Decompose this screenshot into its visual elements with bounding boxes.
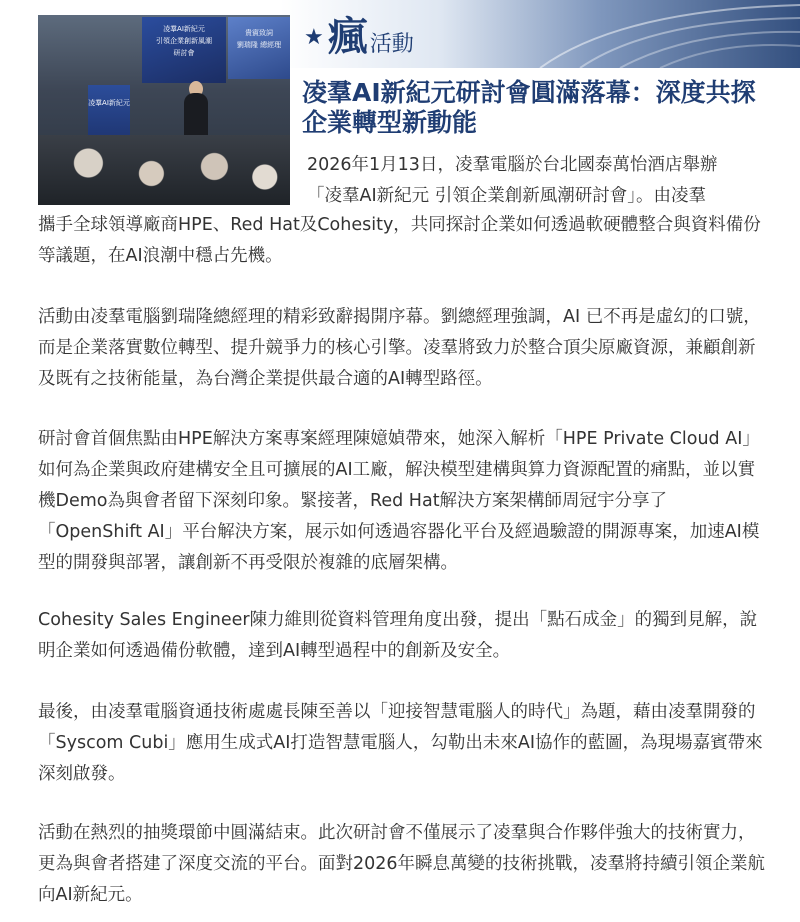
section-tag-big: 瘋 — [327, 14, 368, 60]
section-tag-small: 活動 — [369, 31, 414, 57]
para1-rest: 攜手全球領導廠商HPE、Red Hat及Cohesity，共同探討企業如何透過軟硬體整合與資料備份等議題，在AI浪潮中穩占先機。 — [38, 215, 761, 266]
article-title: 凌羣AI新紀元研討會圓滿落幕：深度共探企業轉型新動能 — [302, 78, 756, 137]
para6: 活動在熱烈的抽獎環節中圓滿結束。此次研討會不僅展示了凌羣與合作夥伴強大的技術實力，更為與會者搭建了深度交流的平台。面對2026年瞬息萬變的技術挑戰，凌羣將持續引領企業航向AI新紀元。 — [38, 823, 766, 905]
sparkle-star-icon: ★ — [304, 24, 324, 50]
screen-text-2: 引領企業創新風潮 — [156, 37, 212, 45]
event-photo — [38, 15, 290, 205]
para3: 研討會首個焦點由HPE解決方案專案經理陳嬑媜帶來，她深入解析「HPE Private Cloud AI」如何為企業與政府建構安全且可擴展的AI工廠，解決模型建構與算力資源配置的痛點，並以實機Demo為與會者留下深刻印象。緊接著，Red Hat解決方案架構師周冠宇分享了「OpenShift AI」平台解決方案，展示如何透過容器化平台及經過驗證的開源專案，加速AI模型的開發與部署，讓創新不再受限於複雜的底層架構。 — [38, 429, 760, 573]
audience — [38, 135, 290, 205]
para1-line1: 2026年1月13日，凌羣電腦於台北國泰萬怡酒店舉辦 — [307, 155, 718, 175]
para4: Cohesity Sales Engineer陳力維則從資料管理角度出發，提出「點石成金」的獨到見解，說明企業如何透過備份軟體，達到AI轉型過程中的創新及安全。 — [38, 610, 758, 661]
screen-right-text-1: 貴賓致詞 — [245, 29, 273, 37]
screen-right-text-2: 劉瑞隆 總經理 — [236, 41, 282, 49]
standing-banner-text: 凌羣AI新紀元 — [88, 99, 130, 107]
section-tag — [304, 14, 414, 60]
para5: 最後，由凌羣電腦資通技術處處長陳至善以「迎接智慧電腦人的時代」為題，藉由凌羣開發的「Syscom Cubi」應用生成式AI打造智慧電腦人，勾勒出未來AI協作的藍圖，為現場嘉賓帶來深刻啟發。 — [38, 702, 763, 784]
banner-swoosh-decoration — [500, 0, 800, 68]
para2: 活動由凌羣電腦劉瑞隆總經理的精彩致辭揭開序幕。劉總經理強調，AI 已不再是虛幻的口號，而是企業落實數位轉型、提升競爭力的核心引擎。凌羣將致力於整合頂尖原廠資源，兼顧創新及既有之技術能量，為台灣企業提供最合適的AI轉型路徑。 — [38, 307, 761, 389]
para1-line2: 「凌羣AI新紀元 引領企業創新風潮研討會」。由凌羣 — [307, 186, 706, 206]
screen-text-3: 研討會 — [173, 49, 195, 57]
speaker — [184, 93, 208, 141]
screen-text-1: 凌羣AI新紀元 — [163, 25, 205, 33]
